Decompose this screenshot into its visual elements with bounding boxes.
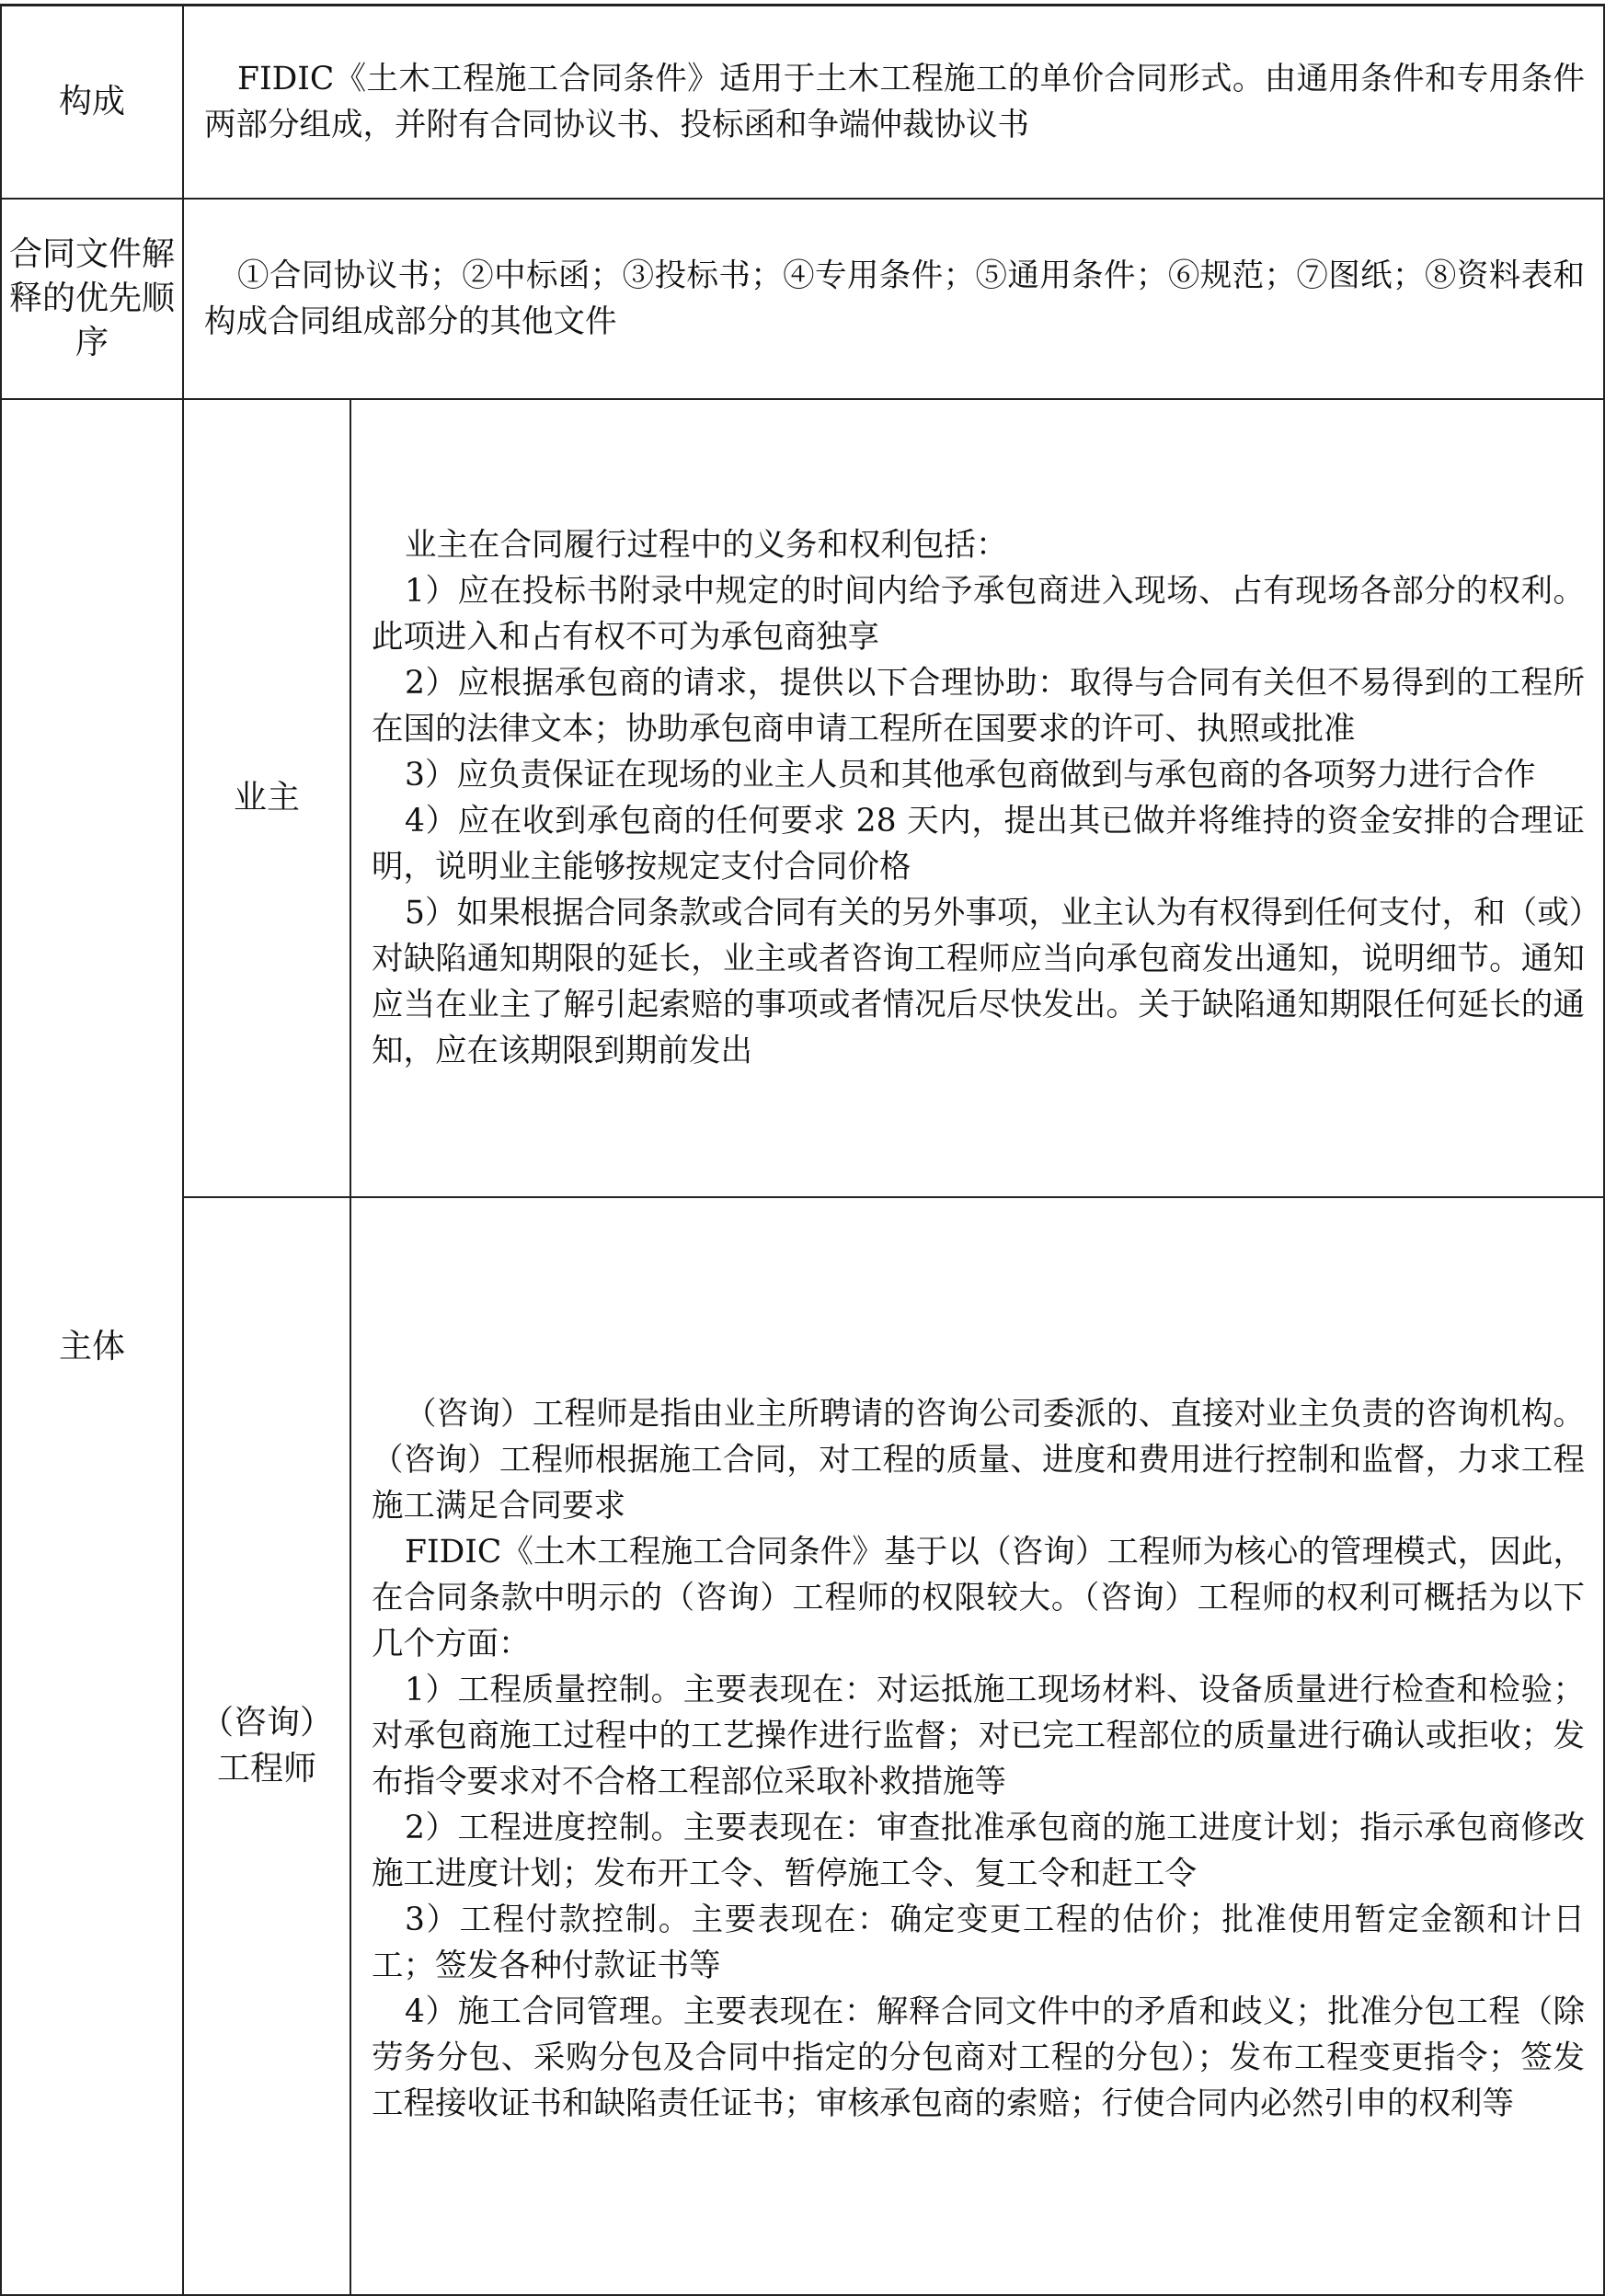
row-header-composition: 构成 — [1, 6, 183, 200]
composition-cell — [183, 6, 1604, 200]
table-row-composition — [1, 6, 1604, 200]
owner-paragraph: 4）应在收到承包商的任何要求 28 天内，提出其已做并将维持的资金安排的合理证明，说明业主能够按规定支付合同价格 — [372, 803, 1585, 885]
owner-cell — [350, 399, 1604, 1197]
engineer-paragraph: FIDIC《土木工程施工合同条件》基于以（咨询）工程师为核心的管理模式，因此，在合同条款中明示的（咨询）工程师的权限较大。（咨询）工程师的权利可概括为以下几个方面： — [372, 1534, 1585, 1662]
owner-paragraph: 业主在合同履行过程中的义务和权利包括： — [405, 527, 1008, 564]
table-row-owner — [1, 399, 1604, 1197]
sub-header-engineer — [183, 1197, 350, 2295]
engineer-paragraph: 2）工程进度控制。主要表现在：审查批准承包商的施工进度计划；指示承包商修改施工进度计划；发布开工令、暂停施工令、复工令和赶工令 — [372, 1810, 1585, 1892]
engineer-paragraph: （咨询）工程师是指由业主所聘请的咨询公司委派的、直接对业主负责的咨询机构。（咨询）工程师根据施工合同，对工程的质量、进度和费用进行控制和监督，力求工程施工满足合同要求 — [372, 1396, 1585, 1525]
owner-paragraph: 5）如果根据合同条款或合同有关的另外事项，业主认为有权得到任何支付，和（或）对缺陷通知期限的延长，业主或者咨询工程师应当向承包商发出通知，说明细节。通知应当在业主了解引起索赔的事项或者情况后尽快发出。关于缺陷通知期限任何延长的通知，应在该期限到期前发出 — [372, 895, 1585, 1069]
engineer-paragraph: 3）工程付款控制。主要表现在：确定变更工程的估价；批准使用暂定金额和计日工；签发各种付款证书等 — [372, 1902, 1585, 1984]
table-row-engineer — [1, 1197, 1604, 2295]
composition-text: FIDIC《土木工程施工合同条件》适用于土木工程施工的单价合同形式。由通用条件和专用条件两部分组成，并附有合同协议书、投标函和争端仲裁协议书 — [204, 61, 1585, 143]
engineer-paragraph: 4）施工合同管理。主要表现在：解释合同文件中的矛盾和歧义；批准分包工程（除劳务分包、采购分包及合同中指定的分包商对工程的分包）；发布工程变更指令；签发工程接收证书和缺陷责任证书；审核承包商的索赔；行使合同内必然引申的权利等 — [372, 1993, 1585, 2122]
table-row-priority — [1, 199, 1604, 399]
owner-paragraph: 3）应负责保证在现场的业主人员和其他承包商做到与承包商的各项努力进行合作 — [405, 757, 1536, 794]
engineer-label-line1: （咨询） — [200, 1704, 333, 1742]
fidic-contract-table — [0, 4, 1605, 2296]
row-header-priority: 合同文件解释的优先顺序 — [1, 199, 183, 399]
engineer-paragraph: 1）工程质量控制。主要表现在：对运抵施工现场材料、设备质量进行检查和检验；对承包商施工过程中的工艺操作进行监督；对已完工程部位的质量进行确认或拒收；发布指令要求对不合格工程部位采取补救措施等 — [372, 1672, 1585, 1800]
sub-header-owner: 业主 — [183, 399, 350, 1197]
owner-paragraph: 2）应根据承包商的请求，提供以下合理协助：取得与合同有关但不易得到的工程所在国的法律文本；协助承包商申请工程所在国要求的许可、执照或批准 — [372, 665, 1585, 748]
engineer-cell — [350, 1197, 1604, 2295]
owner-paragraph: 1）应在投标书附录中规定的时间内给予承包商进入现场、占有现场各部分的权利。此项进入和占有权不可为承包商独享 — [372, 573, 1585, 656]
engineer-label-line2: 工程师 — [216, 1750, 316, 1788]
priority-cell — [183, 199, 1604, 399]
row-header-subject: 主体 — [1, 399, 183, 2295]
priority-text: ①合同协议书；②中标函；③投标书；④专用条件；⑤通用条件；⑥规范；⑦图纸；⑧资料表和构成合同组成部分的其他文件 — [204, 257, 1585, 340]
